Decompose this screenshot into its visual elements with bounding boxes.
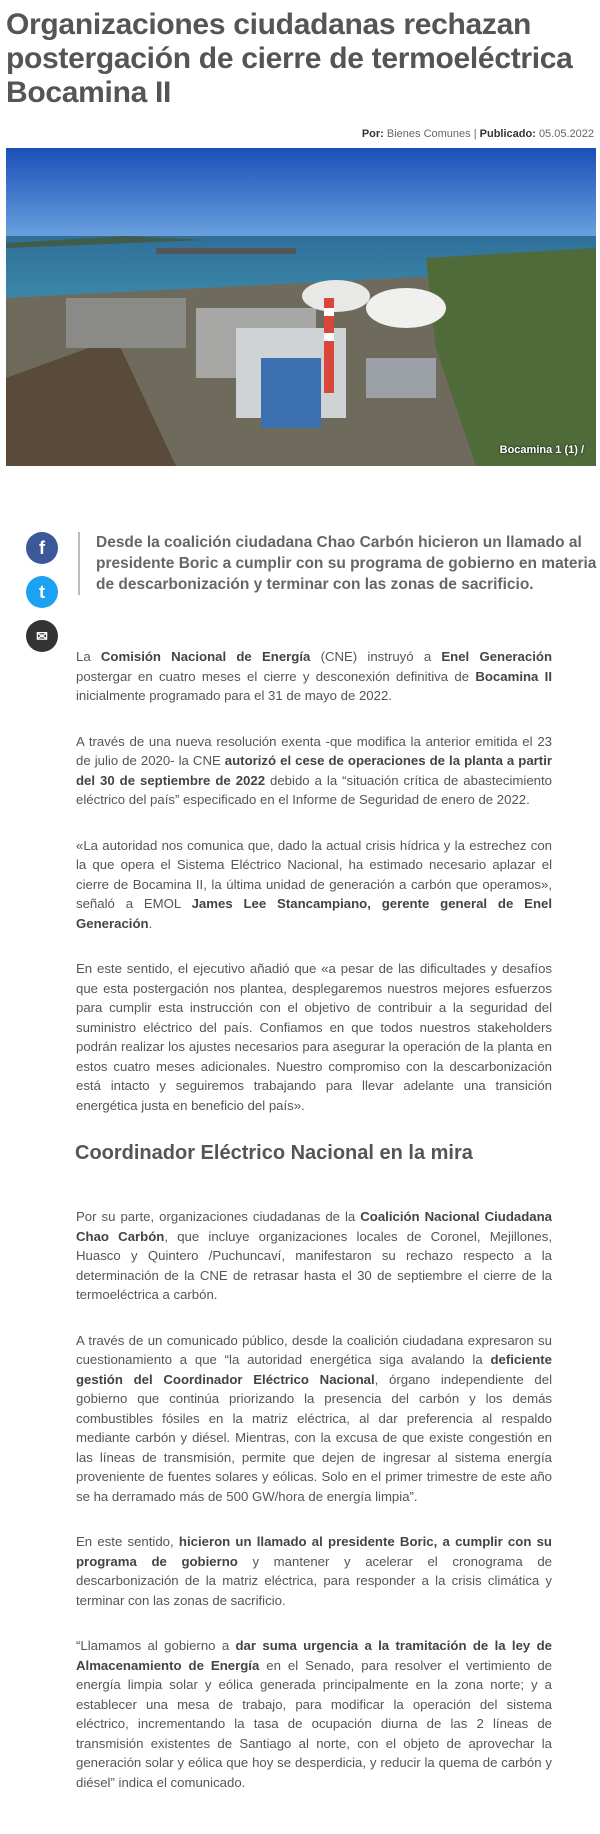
paragraph-3: «La autoridad nos comunica que, dado la actual crisis hídrica y la estrechez con la que opera el Sistema Eléctrico Nacional, ha estimado necesario aplazar el cierre de Bocamina II, la última unidad de generación a carbón que operamos», señaló a EMOL James Lee Stancampiano, gerente general de Enel Generación. <box>76 837 552 931</box>
facebook-icon: f <box>39 537 45 558</box>
facebook-share-button[interactable] <box>26 532 58 564</box>
article-body <box>76 647 552 1818</box>
paragraph-2: A través de una nueva resolución exenta -que modifica la anterior emitida el 23 de julio de 2020- la CNE autorizó el cese de operaciones de la planta a partir del 30 de septiembre de 2022 debido a la “situación crítica de abastecimiento eléctrico del país” especificado en el Informe de Seguridad de enero de 2022. <box>76 733 552 807</box>
paragraph-1: La Comisión Nacional de Energía (CNE) instruyó a Enel Generación postergar en cuatro meses el cierre y desconexión definitiva de Bocamina II inicialmente programado para el 31 de mayo de 2022. <box>76 649 552 703</box>
author-label: Por: <box>361 128 384 140</box>
email-share-button[interactable] <box>26 620 58 652</box>
lead-quote <box>78 532 600 595</box>
share-bar <box>26 532 58 664</box>
meta-separator: | <box>470 128 480 140</box>
section-heading: Coordinador Eléctrico Nacional en la mira <box>75 1142 473 1164</box>
power-plant-photo <box>6 148 596 466</box>
twitter-icon: t <box>39 581 45 602</box>
hero-image <box>6 148 596 466</box>
published-label: Publicado: <box>479 128 536 140</box>
lead-text: Desde la coalición ciudadana Chao Carbón hicieron un llamado al presidente Boric a cumplir con su programa de gobierno en materia de descarbonización y terminar con las zonas de sacrificio. <box>96 534 597 593</box>
article-meta <box>362 128 594 140</box>
article-headline: Organizaciones ciudadanas rechazan postergación de cierre de termoeléctrica Bocamina II <box>6 8 573 109</box>
email-icon: ✉ <box>36 627 48 644</box>
paragraph-8: “Llamamos al gobierno a dar suma urgencia a la tramitación de la ley de Almacenamiento de Energía en el Senado, para resolver el vertimiento de energía limpia solar y eólica generada principalmente en la zona norte; y a establecer una mesa de trabajo, para modificar la operación del sistema eléctrico, incrementando la tasa de ocupación diurna de las 2 líneas de transmisión existentes de Santiago al norte, con el objeto de aprovechar la generación solar y eólica que hoy se desperdicia, y reducir la quema de carbón y diésel” indica el comunicado. <box>76 1638 552 1790</box>
paragraph-6: A través de un comunicado público, desde la coalición ciudadana expresaron su cuestionamiento a que “la autoridad energética siga avalando la deficiente gestión del Coordinador Eléctrico Nacional, órgano independiente del gobierno que continúa priorizando la presencia del carbón y los demás combustibles fósiles en la matriz eléctrica, al dar preferencia al respaldo mediante carbón y diésel. Mientras, con la excusa de que existe congestión en las líneas de transmisión, permite que dejen de ingresar al sistema energía proveniente de fuentes solares y eólicas. Solo en el primer trimestre de este año se ha derramado más de 500 GW/hora de energía limpia”. <box>76 1332 553 1504</box>
author-name[interactable]: Bienes Comunes <box>386 128 471 140</box>
published-date: 05.05.2022 <box>538 128 594 140</box>
paragraph-4: En este sentido, el ejecutivo añadió que «a pesar de las dificultades y desafíos que esta postergación nos plantea, desplegaremos nuestros mejores esfuerzos para cumplir esta instrucción con el objetivo de contribuir a la seguridad del suministro eléctrico del país. Confiamos en que todos nuestros stakeholders podrán realizar los ajustes necesarios para asegurar la operación de la planta en estos cuatro meses adicionales. Nuestro compromiso con la descarbonización está intacto y seguiremos trabajando para llevar adelante una transición energética justa en beneficio del país». <box>76 961 552 1113</box>
image-caption: Bocamina 1 (1) / <box>499 444 584 456</box>
twitter-share-button[interactable] <box>26 576 58 608</box>
paragraph-7: En este sentido, hicieron un llamado al presidente Boric, a cumplir con su programa de gobierno y mantener y acelerar el cronograma de descarbonización de la matriz eléctrica, para responder a la crisis climática y terminar con las zonas de sacrificio. <box>76 1534 552 1608</box>
paragraph-5: Por su parte, organizaciones ciudadanas de la Coalición Nacional Ciudadana Chao Carbón, que incluye organizaciones locales de Coronel, Mejillones, Huasco y Quintero /Puchuncaví, manifestaron su rechazo respecto a la determinación de la CNE de retrasar hasta el 30 de septiembre el cierre de la termoeléctrica a carbón. <box>76 1209 552 1302</box>
